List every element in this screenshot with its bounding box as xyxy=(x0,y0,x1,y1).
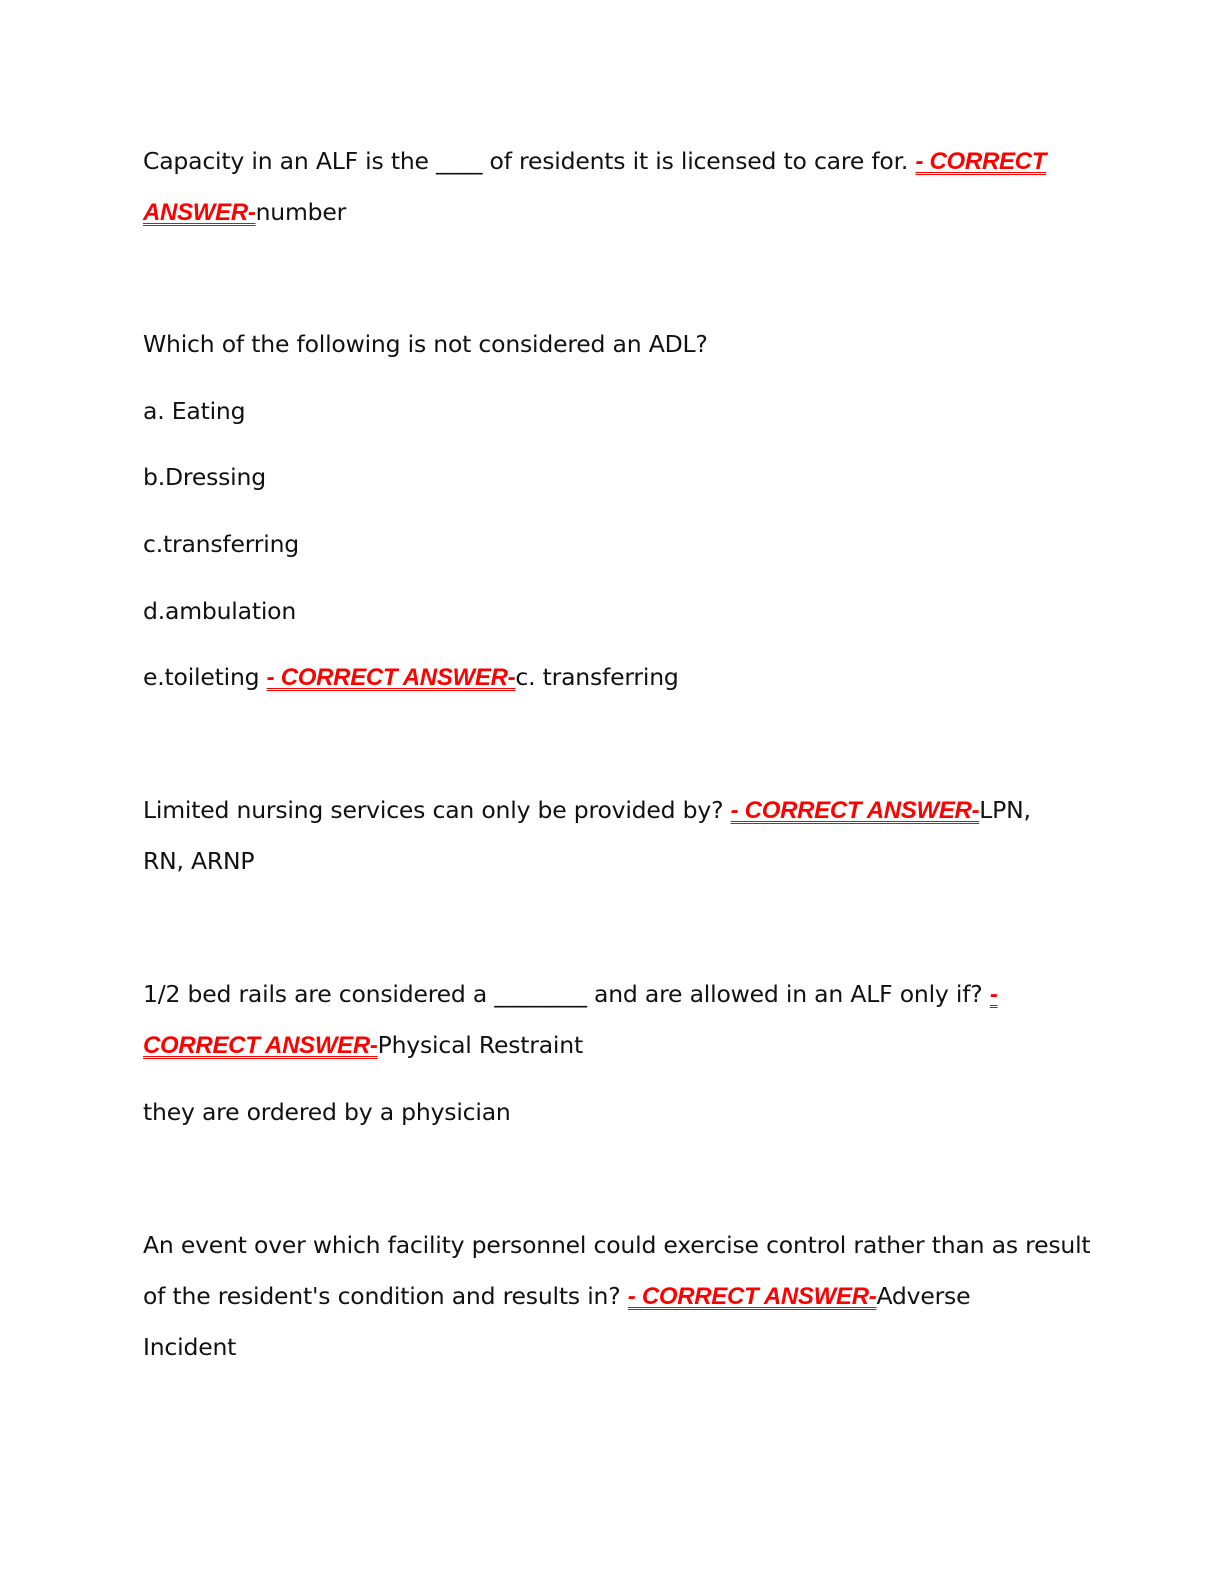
correct-answer-marker: CORRECT ANSWER- xyxy=(143,1032,378,1059)
q5-line-2 xyxy=(143,1281,970,1312)
q4-line-3: they are ordered by a physician xyxy=(143,1098,511,1126)
q2-question: Which of the following is not considered an ADL? xyxy=(143,330,708,358)
q5-line-3: Incident xyxy=(143,1333,237,1361)
q2-answer-text: c. transferring xyxy=(515,663,679,691)
correct-answer-marker: - xyxy=(989,981,998,1008)
q4-line-1 xyxy=(143,979,998,1010)
q1-question-text: Capacity in an ALF is the ____ of residents it is licensed to care for. xyxy=(143,147,916,175)
correct-answer-marker: - CORRECT ANSWER- xyxy=(266,664,516,691)
q4-answer-text: Physical Restraint xyxy=(377,1031,583,1059)
q1-line-2 xyxy=(143,197,346,228)
q4-line-2 xyxy=(143,1030,583,1061)
correct-answer-marker: - CORRECT ANSWER- xyxy=(730,797,980,824)
q3-line-1 xyxy=(143,795,1031,826)
q2-option-c: c.transferring xyxy=(143,530,299,558)
q5-question-text: of the resident's condition and results in? xyxy=(143,1282,628,1310)
q3-line-2: RN, ARNP xyxy=(143,847,255,875)
q2-option-e xyxy=(143,662,679,693)
q3-question-text: Limited nursing services can only be provided by? xyxy=(143,796,731,824)
q2-option-a: a. Eating xyxy=(143,397,246,425)
q5-answer-text: Adverse xyxy=(876,1282,971,1310)
q2-option-e-text: e.toileting xyxy=(143,663,267,691)
correct-answer-marker: - CORRECT xyxy=(915,148,1047,175)
q2-option-b: b.Dressing xyxy=(143,463,266,491)
q4-question-text: 1/2 bed rails are considered a ________ and are allowed in an ALF only if? xyxy=(143,980,990,1008)
q2-option-d: d.ambulation xyxy=(143,597,297,625)
q1-answer-text: number xyxy=(255,198,347,226)
correct-answer-marker: - CORRECT ANSWER- xyxy=(627,1283,877,1310)
q1-line-1 xyxy=(143,146,1046,177)
q5-line-1: An event over which facility personnel could exercise control rather than as result xyxy=(143,1231,1091,1259)
correct-answer-marker: ANSWER- xyxy=(143,199,256,226)
q3-answer-text: LPN, xyxy=(979,796,1031,824)
